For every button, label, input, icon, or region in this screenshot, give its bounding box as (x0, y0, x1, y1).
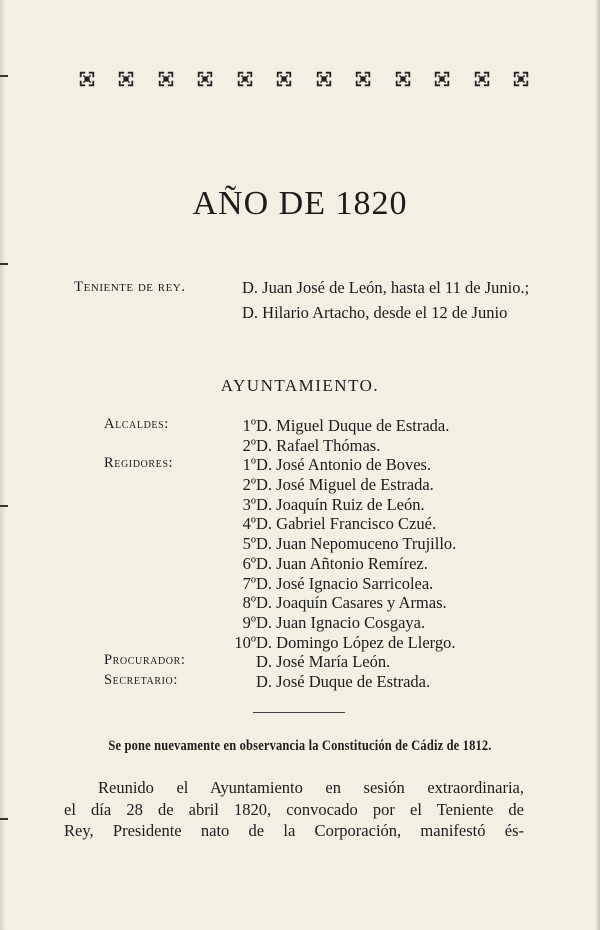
member-name: D. José María León. (256, 652, 391, 672)
member-ordinal: 7º (242, 573, 256, 593)
member-role-label: Alcaldes: (104, 416, 169, 432)
member-name: D. Joaquín Ruiz de León. (256, 494, 425, 514)
fleuron-ornament-icon (315, 70, 333, 88)
member-name: D. Joaquín Casares y Armas. (256, 593, 447, 613)
fleuron-ornament-icon (236, 70, 254, 88)
paragraph-line: Rey, Presidente nato de la Corporación, manifestó és- (64, 821, 524, 840)
member-role-label: Procurador: (104, 652, 186, 669)
member-row (104, 672, 544, 692)
member-ordinal: 5º (242, 534, 256, 554)
member-role-label: Secretario: (104, 671, 179, 688)
page-title: AÑO DE 1820 (192, 185, 408, 222)
member-name: D. José Miguel de Estrada. (256, 475, 434, 495)
member-name: D. Miguel Duque de Estrada. (256, 416, 450, 435)
paragraph-line: el día 28 de abril 1820, convocado por el Teniente de (64, 799, 524, 819)
member-ordinal: 6º (242, 553, 256, 573)
member-row (104, 416, 544, 436)
fleuron-ornament-icon (275, 70, 293, 88)
fleuron-ornament-icon (117, 70, 135, 88)
fleuron-ornament-icon (473, 70, 491, 88)
member-row (104, 593, 544, 613)
member-row (104, 633, 544, 653)
margin-tick (0, 818, 8, 820)
member-name: D. José Ignacio Sarricolea. (256, 573, 434, 593)
member-name: D. Domingo López de Llergo. (256, 632, 456, 652)
margin-tick (0, 505, 8, 507)
fleuron-ornament-icon (394, 70, 412, 88)
member-ordinal: 2º (242, 475, 256, 495)
divider-rule (253, 712, 345, 713)
member-ordinal: 1º (242, 416, 256, 435)
member-row (104, 495, 544, 515)
fleuron-ornament-icon (196, 70, 214, 88)
teniente-row (74, 301, 534, 324)
teniente-row (74, 276, 534, 299)
member-name: D. Gabriel Francisco Czué. (256, 514, 437, 534)
member-row (104, 613, 544, 633)
paragraph-line: Reunido el Ayuntamiento en sesión extraordinaria, (98, 778, 524, 797)
ornament-row (78, 70, 530, 88)
member-name: D. Juan Nepomuceno Trujillo. (256, 534, 457, 554)
member-name: D. José Antonio de Boves. (256, 455, 432, 475)
member-ordinal: 1º (242, 455, 256, 475)
member-row (104, 534, 544, 554)
fleuron-ornament-icon (157, 70, 175, 88)
member-name: D. Rafael Thómas. (256, 435, 381, 455)
member-row (104, 436, 544, 456)
member-name: D. José Duque de Estrada. (256, 671, 431, 691)
member-row (104, 455, 544, 475)
member-name: D. Juan Ignacio Cosgaya. (256, 612, 426, 632)
member-ordinal: 4º (242, 514, 256, 534)
teniente-block (74, 276, 534, 324)
fleuron-ornament-icon (512, 70, 530, 88)
member-name: D. Juan Añtonio Remírez. (256, 553, 428, 573)
member-row (104, 652, 544, 672)
member-ordinal: 9º (242, 612, 256, 632)
member-role-label: Regidores: (104, 455, 174, 472)
margin-tick (0, 263, 8, 265)
body-paragraph (64, 777, 524, 842)
teniente-entry-2: D. Hilario Artacho, desde el 12 de Junio (242, 303, 508, 322)
page-edge-left (0, 0, 6, 930)
page-edge-right (595, 0, 600, 930)
member-row (104, 514, 544, 534)
member-ordinal: 3º (242, 494, 256, 514)
teniente-label: Teniente de rey. (74, 279, 186, 295)
member-row (104, 574, 544, 594)
member-list (104, 416, 544, 692)
teniente-entry-1: D. Juan José de León, hasta el 11 de Junio.; (242, 278, 530, 297)
member-ordinal: 2º (242, 435, 256, 455)
member-ordinal: 10º (234, 632, 256, 652)
member-row (104, 475, 544, 495)
fleuron-ornament-icon (433, 70, 451, 88)
member-ordinal: 8º (242, 593, 256, 613)
fleuron-ornament-icon (354, 70, 372, 88)
member-row (104, 554, 544, 574)
fleuron-ornament-icon (78, 70, 96, 88)
ayuntamiento-heading: AYUNTAMIENTO. (220, 376, 380, 395)
margin-tick (0, 75, 8, 77)
notice-line: Se pone nuevamente en observancia la Constitución de Cádiz de 1812. (108, 738, 492, 754)
